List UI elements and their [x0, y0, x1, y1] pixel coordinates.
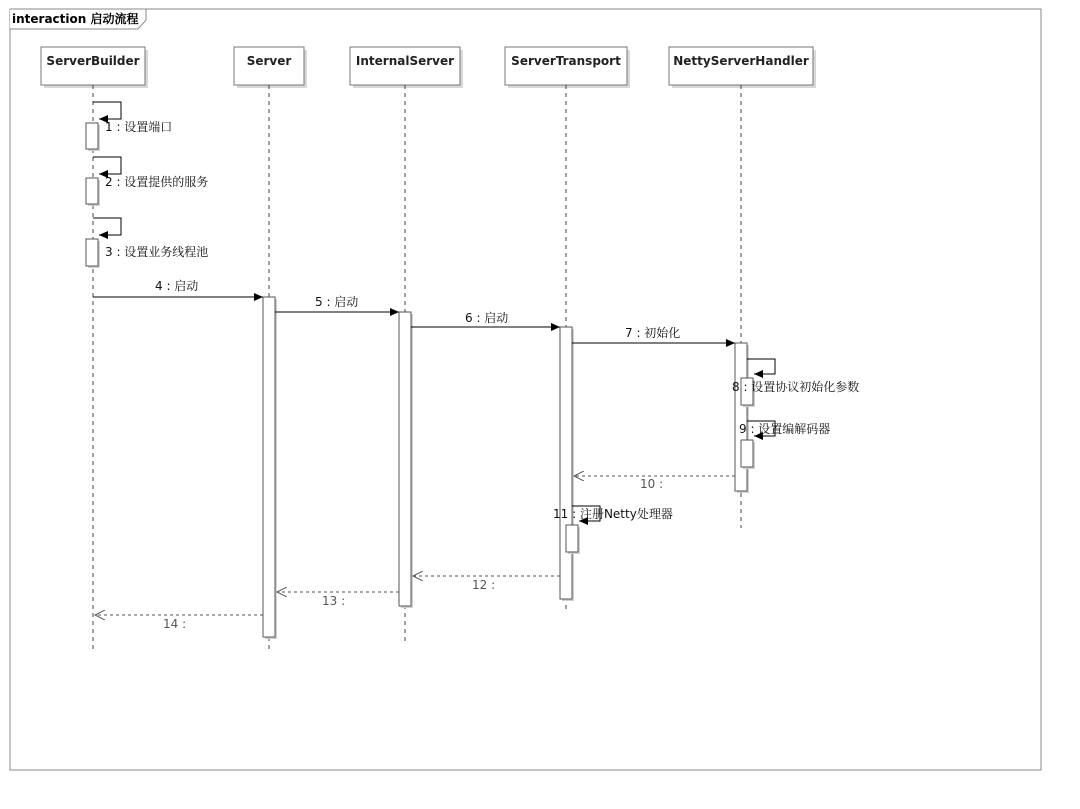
message-label: 2 : 设置提供的服务 [105, 175, 209, 189]
message-label: 8 : 设置协议初始化参数 [732, 380, 860, 394]
message-4 [93, 278, 263, 297]
lifeline-name: ServerBuilder [46, 54, 140, 68]
activation-bar-sv [263, 297, 275, 637]
message-7 [572, 325, 735, 343]
lifelines [41, 47, 816, 650]
message-3 [86, 218, 208, 268]
lifeline-name: ServerTransport [511, 54, 621, 68]
self-activation-box [566, 525, 578, 552]
self-activation-box [86, 178, 98, 204]
message-10 [574, 476, 735, 491]
self-message-arrow [93, 218, 121, 235]
activation-bars [263, 297, 749, 639]
message-12 [413, 576, 560, 592]
self-message-arrow [93, 102, 121, 119]
lifeline-name: NettyServerHandler [673, 54, 809, 68]
lifeline-name: InternalServer [355, 54, 455, 68]
message-label: 12 : [472, 578, 496, 592]
message-9 [739, 421, 830, 469]
message-label: 5 : 启动 [315, 295, 359, 309]
message-label: 14 : [163, 617, 187, 631]
lifeline-name: Server [246, 54, 292, 68]
activation-bar-st [560, 327, 572, 599]
message-label: 9 : 设置编解码器 [739, 422, 831, 436]
message-label: 13 : [322, 594, 346, 608]
message-label: 4 : 启动 [155, 279, 199, 293]
activation-bar-is [399, 312, 411, 606]
message-1 [86, 102, 172, 151]
message-5 [275, 294, 399, 312]
self-activation-box [741, 440, 753, 467]
message-label: 10 : [640, 477, 664, 491]
message-label: 11 : 注册Netty处理器 [553, 507, 673, 521]
message-6 [411, 310, 560, 327]
message-8 [732, 359, 859, 407]
self-activation-box [86, 239, 98, 266]
message-label: 3 : 设置业务线程池 [105, 245, 209, 259]
self-activation-box [86, 123, 98, 149]
message-label: 1 : 设置端口 [105, 120, 173, 134]
message-label: 7 : 初始化 [625, 326, 681, 340]
message-14 [95, 615, 263, 631]
message-13 [277, 592, 399, 608]
self-message-arrow [93, 157, 121, 174]
message-label: 6 : 启动 [465, 311, 509, 325]
message-11 [553, 506, 673, 554]
message-2 [86, 157, 208, 206]
self-message-arrow [747, 359, 775, 374]
frame-title: interaction 启动流程 [12, 12, 139, 26]
